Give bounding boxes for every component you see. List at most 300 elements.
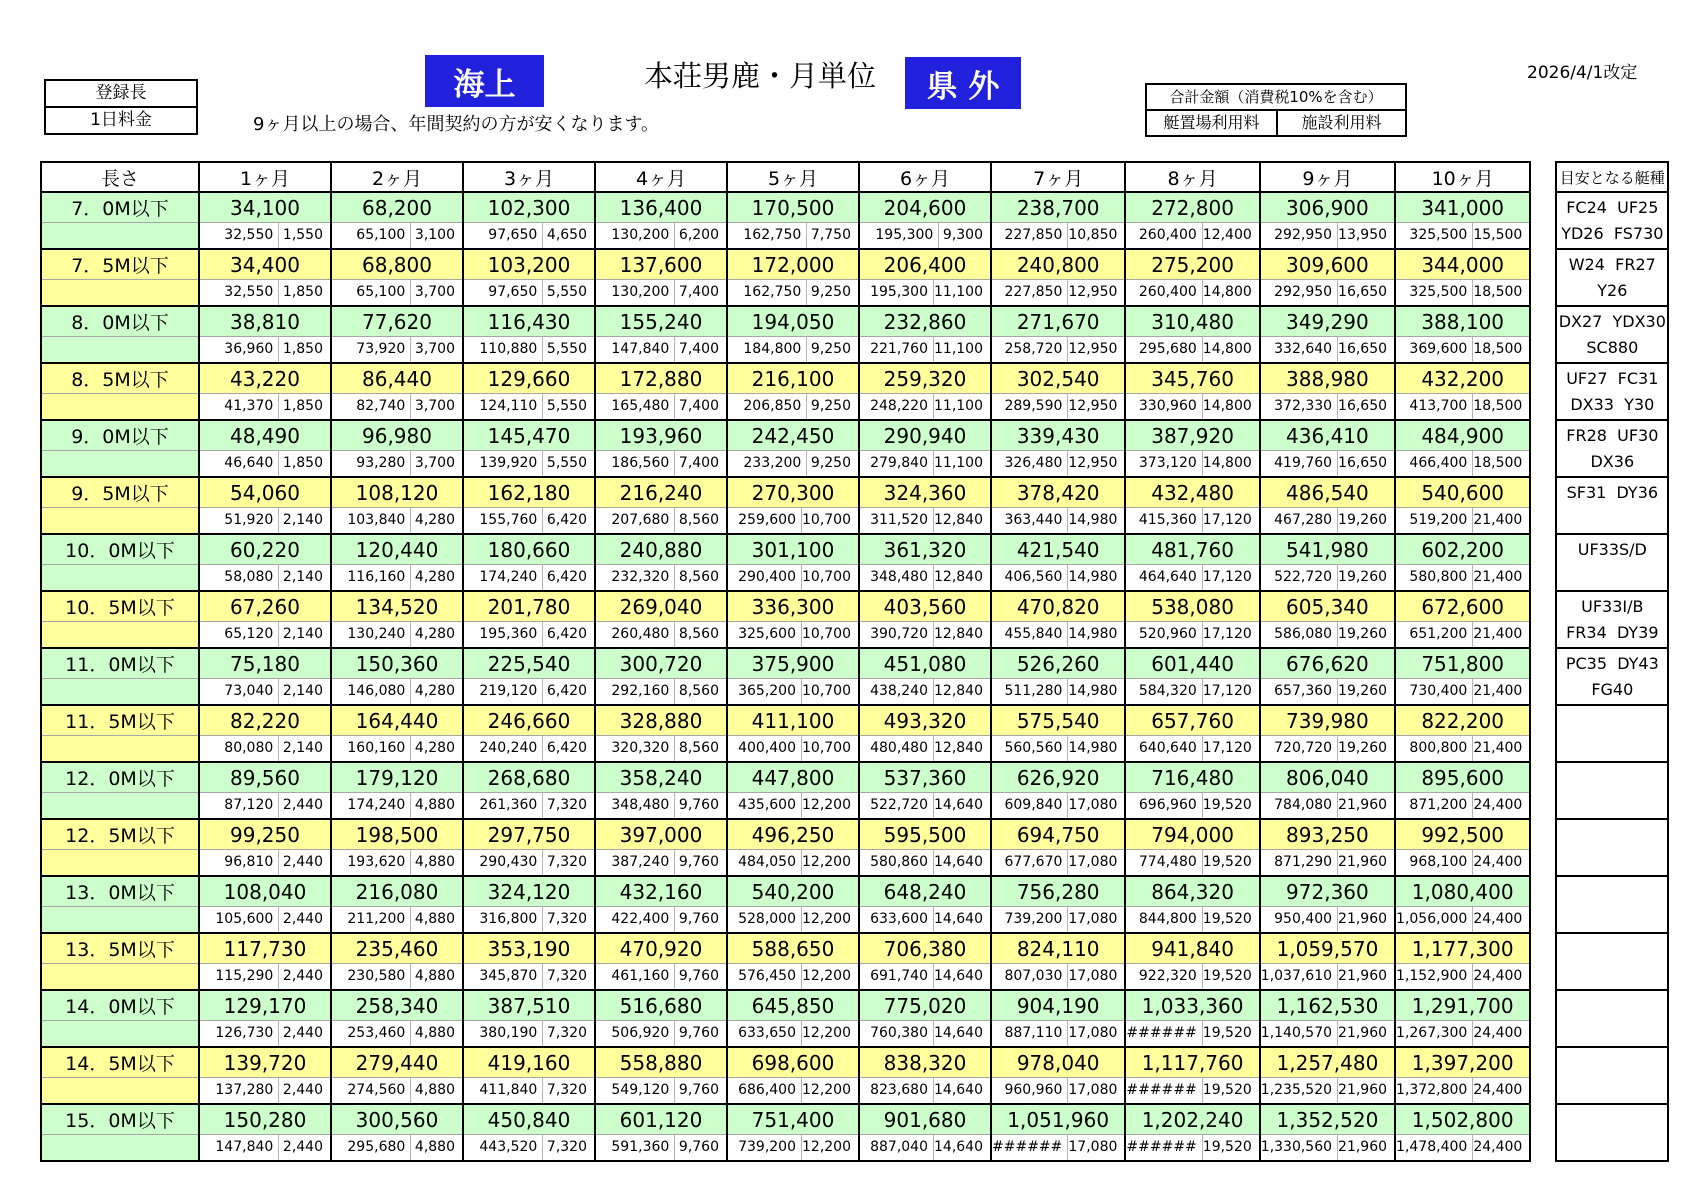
facility-fee: 12,200 bbox=[802, 1082, 851, 1098]
total-amount-cell: 904,190 bbox=[991, 990, 1125, 1021]
mooring-fee: 51,920 bbox=[200, 508, 279, 533]
boat-type-line bbox=[1557, 506, 1667, 532]
mooring-fee: 784,080 bbox=[1261, 793, 1338, 818]
total-amount-cell: 756,280 bbox=[991, 876, 1125, 907]
mooring-fee: 259,600 bbox=[728, 508, 802, 533]
fee-breakdown-cell bbox=[727, 736, 859, 763]
fee-breakdown-cell bbox=[1395, 451, 1530, 478]
boat-type-line: YD26 FS730 bbox=[1561, 223, 1664, 243]
fee-breakdown-row bbox=[41, 793, 1668, 820]
mooring-fee: 115,290 bbox=[200, 964, 279, 989]
fee-pair bbox=[332, 337, 462, 362]
mooring-fee: 97,650 bbox=[464, 223, 543, 248]
total-amount-cell: 1,352,520 bbox=[1260, 1104, 1395, 1135]
fee-breakdown-cell bbox=[1125, 622, 1259, 649]
boat-types-cell bbox=[1556, 249, 1668, 306]
facility-fee: 6,200 bbox=[678, 227, 719, 243]
fee-breakdown-cell bbox=[331, 850, 463, 877]
mooring-fee: 233,200 bbox=[728, 451, 807, 476]
fee-breakdown-cell bbox=[991, 964, 1125, 991]
mooring-fee: 696,960 bbox=[1126, 793, 1202, 818]
facility-fee: 21,400 bbox=[1473, 569, 1523, 585]
total-amount-cell: 358,240 bbox=[595, 762, 727, 793]
total-amount-cell: 575,540 bbox=[991, 705, 1125, 736]
facility-fee: 4,880 bbox=[414, 1082, 455, 1098]
fee-pair bbox=[860, 1135, 990, 1160]
fee-breakdown-cell bbox=[727, 964, 859, 991]
fee-pair bbox=[860, 793, 990, 818]
mooring-fee: 232,320 bbox=[596, 565, 675, 590]
fee-pair bbox=[728, 280, 858, 305]
total-amount-cell: 68,800 bbox=[331, 249, 463, 280]
mooring-fee: 1,235,520 bbox=[1261, 1078, 1338, 1103]
length-label: 9．0M以下 bbox=[41, 420, 199, 451]
fee-pair bbox=[1126, 736, 1258, 761]
facility-fee: 4,650 bbox=[546, 227, 587, 243]
facility-fee: 14,980 bbox=[1068, 626, 1118, 642]
facility-fee: 18,500 bbox=[1473, 455, 1523, 471]
mooring-fee: 1,152,900 bbox=[1396, 964, 1473, 989]
mooring-fee: 591,360 bbox=[596, 1135, 675, 1160]
total-amount-cell: 648,240 bbox=[859, 876, 991, 907]
mooring-fee: 584,320 bbox=[1126, 679, 1202, 704]
fee-pair bbox=[464, 223, 594, 248]
mooring-fee: 261,360 bbox=[464, 793, 543, 818]
mooring-fee: 87,120 bbox=[200, 793, 279, 818]
fee-pair bbox=[992, 565, 1124, 590]
total-amount-cell: 136,400 bbox=[595, 192, 727, 223]
facility-fee: 19,520 bbox=[1202, 1139, 1252, 1155]
mooring-fee: 260,480 bbox=[596, 622, 675, 647]
total-amount-cell: 38,810 bbox=[199, 306, 331, 337]
table-gap bbox=[1530, 534, 1556, 591]
mooring-fee: 58,080 bbox=[200, 565, 279, 590]
mooring-fee: 519,200 bbox=[1396, 508, 1473, 533]
fee-pair bbox=[200, 1135, 330, 1160]
total-amount-cell: 77,620 bbox=[331, 306, 463, 337]
fee-pair bbox=[860, 1021, 990, 1046]
total-amount-cell: 310,480 bbox=[1125, 306, 1259, 337]
facility-fee: 16,650 bbox=[1338, 284, 1388, 300]
length-cell-pad bbox=[41, 793, 199, 820]
length-cell-pad bbox=[41, 394, 199, 421]
fee-breakdown-cell bbox=[1395, 223, 1530, 250]
total-amount-cell: 349,290 bbox=[1260, 306, 1395, 337]
fee-breakdown-cell bbox=[859, 451, 991, 478]
total-amount-cell: 240,800 bbox=[991, 249, 1125, 280]
total-amount-cell: 484,900 bbox=[1395, 420, 1530, 451]
fee-breakdown-cell bbox=[1260, 451, 1395, 478]
price-row bbox=[41, 363, 1668, 394]
fee-pair bbox=[728, 622, 858, 647]
total-amount-cell: 470,920 bbox=[595, 933, 727, 964]
fee-pair bbox=[860, 907, 990, 932]
mooring-fee-label: 艇置場利用料 bbox=[1147, 111, 1278, 135]
fee-breakdown-cell bbox=[727, 223, 859, 250]
mooring-fee: 219,120 bbox=[464, 679, 543, 704]
fee-pair bbox=[1396, 337, 1529, 362]
fee-pair bbox=[728, 907, 858, 932]
fee-breakdown-cell bbox=[727, 1021, 859, 1048]
total-amount-cell: 344,000 bbox=[1395, 249, 1530, 280]
mooring-fee: 560,560 bbox=[992, 736, 1068, 761]
facility-fee: 14,800 bbox=[1202, 341, 1252, 357]
facility-fee: 3,700 bbox=[414, 284, 455, 300]
boat-types-cell bbox=[1556, 363, 1668, 420]
fee-breakdown-cell bbox=[199, 850, 331, 877]
boat-type-line bbox=[1557, 993, 1667, 1019]
fee-breakdown-cell bbox=[991, 508, 1125, 535]
total-amount-cell: 496,250 bbox=[727, 819, 859, 850]
fee-pair bbox=[728, 508, 858, 533]
boat-types-cell bbox=[1556, 762, 1668, 819]
facility-fee: 9,250 bbox=[810, 398, 851, 414]
price-row bbox=[41, 876, 1668, 907]
mooring-fee: 146,080 bbox=[332, 679, 411, 704]
fee-breakdown-cell bbox=[1260, 850, 1395, 877]
total-amount-cell: 838,320 bbox=[859, 1047, 991, 1078]
mooring-fee: 73,040 bbox=[200, 679, 279, 704]
fee-pair bbox=[200, 508, 330, 533]
total-amount-cell: 328,880 bbox=[595, 705, 727, 736]
fee-breakdown-cell bbox=[199, 280, 331, 307]
price-table bbox=[40, 161, 1669, 1162]
month-column-header-6: 6ヶ月 bbox=[859, 162, 991, 192]
fee-breakdown-cell bbox=[991, 280, 1125, 307]
boat-type-line bbox=[1557, 734, 1667, 760]
fee-pair bbox=[1126, 1021, 1258, 1046]
fee-pair bbox=[1126, 622, 1258, 647]
mooring-fee: 292,950 bbox=[1261, 223, 1338, 248]
fee-breakdown-cell bbox=[595, 622, 727, 649]
fee-breakdown-cell bbox=[727, 679, 859, 706]
boat-type-line: FG40 bbox=[1591, 679, 1634, 699]
total-amount-cell: 1,162,530 bbox=[1260, 990, 1395, 1021]
total-amount-cell: 516,680 bbox=[595, 990, 727, 1021]
mooring-fee: 227,850 bbox=[992, 223, 1068, 248]
mooring-fee: 390,720 bbox=[860, 622, 934, 647]
fee-breakdown-row bbox=[41, 622, 1668, 649]
facility-fee: 3,700 bbox=[414, 341, 455, 357]
boat-type-line: DX27 YDX30 bbox=[1558, 311, 1666, 331]
month-column-header-7: 7ヶ月 bbox=[991, 162, 1125, 192]
total-amount-cell: 397,000 bbox=[595, 819, 727, 850]
fee-pair bbox=[200, 280, 330, 305]
length-label: 8．5M以下 bbox=[41, 363, 199, 394]
total-amount-cell: 588,650 bbox=[727, 933, 859, 964]
table-gap bbox=[1530, 192, 1556, 249]
mooring-fee: 295,680 bbox=[332, 1135, 411, 1160]
fee-breakdown-cell bbox=[1125, 850, 1259, 877]
mooring-fee: 580,800 bbox=[1396, 565, 1473, 590]
total-amount-cell: 270,300 bbox=[727, 477, 859, 508]
fee-pair bbox=[992, 622, 1124, 647]
fee-breakdown-cell bbox=[1260, 1021, 1395, 1048]
boat-type-line: DX36 bbox=[1590, 451, 1635, 471]
mooring-fee: 260,400 bbox=[1126, 223, 1202, 248]
total-amount-cell: 739,980 bbox=[1260, 705, 1395, 736]
fee-breakdown-cell bbox=[1125, 394, 1259, 421]
total-amount-cell: 275,200 bbox=[1125, 249, 1259, 280]
total-amount-cell: 129,170 bbox=[199, 990, 331, 1021]
facility-fee: 8,560 bbox=[678, 569, 719, 585]
facility-fee: 24,400 bbox=[1473, 968, 1523, 984]
total-amount-cell: 300,720 bbox=[595, 648, 727, 679]
mooring-fee: 326,480 bbox=[992, 451, 1068, 476]
facility-fee: 2,440 bbox=[282, 968, 323, 984]
facility-fee: 12,840 bbox=[934, 626, 983, 642]
facility-fee: 19,520 bbox=[1202, 968, 1252, 984]
boat-type-line: FR34 DY39 bbox=[1566, 622, 1659, 642]
facility-fee: 21,960 bbox=[1338, 854, 1388, 870]
facility-fee: 4,880 bbox=[414, 1139, 455, 1155]
total-amount-cell: 605,340 bbox=[1260, 591, 1395, 622]
fee-breakdown-cell bbox=[463, 850, 595, 877]
facility-fee: 14,980 bbox=[1068, 683, 1118, 699]
fee-pair bbox=[200, 964, 330, 989]
mooring-fee: 174,240 bbox=[464, 565, 543, 590]
total-amount-cell: 301,100 bbox=[727, 534, 859, 565]
boat-type-line: PC35 DY43 bbox=[1565, 653, 1659, 673]
mooring-fee: 311,520 bbox=[860, 508, 934, 533]
fee-pair bbox=[332, 736, 462, 761]
fee-breakdown-cell bbox=[1125, 451, 1259, 478]
daily-fee-label: 1日料金 bbox=[46, 106, 196, 133]
mooring-fee: 295,680 bbox=[1126, 337, 1202, 362]
total-amount-cell: 290,940 bbox=[859, 420, 991, 451]
facility-fee: 6,420 bbox=[546, 626, 587, 642]
mooring-fee: 871,200 bbox=[1396, 793, 1473, 818]
facility-fee: 11,100 bbox=[934, 398, 983, 414]
boat-type-line bbox=[1557, 936, 1667, 962]
facility-fee: 1,550 bbox=[282, 227, 323, 243]
total-amount-cell: 259,320 bbox=[859, 363, 991, 394]
mooring-fee: 174,240 bbox=[332, 793, 411, 818]
fee-pair bbox=[860, 964, 990, 989]
fee-pair bbox=[596, 1078, 726, 1103]
boat-type-line bbox=[1557, 1076, 1667, 1102]
boat-type-line bbox=[1557, 962, 1667, 988]
total-amount-cell: 193,960 bbox=[595, 420, 727, 451]
facility-fee: 10,850 bbox=[1068, 227, 1118, 243]
fee-breakdown-cell bbox=[1260, 223, 1395, 250]
total-amount-cell: 388,100 bbox=[1395, 306, 1530, 337]
fee-breakdown-row bbox=[41, 223, 1668, 250]
boat-types-cell bbox=[1556, 420, 1668, 477]
fee-pair bbox=[1261, 337, 1394, 362]
total-amount-cell: 657,760 bbox=[1125, 705, 1259, 736]
mooring-fee: 1,267,300 bbox=[1396, 1021, 1473, 1046]
total-amount-cell: 345,760 bbox=[1125, 363, 1259, 394]
mooring-fee: 438,240 bbox=[860, 679, 934, 704]
facility-fee: 17,120 bbox=[1202, 569, 1252, 585]
total-amount-cell: 558,880 bbox=[595, 1047, 727, 1078]
mooring-fee: 466,400 bbox=[1396, 451, 1473, 476]
fee-pair bbox=[332, 679, 462, 704]
fee-pair bbox=[992, 793, 1124, 818]
mooring-fee: 640,640 bbox=[1126, 736, 1202, 761]
fee-breakdown-cell bbox=[1125, 508, 1259, 535]
mooring-fee: 93,280 bbox=[332, 451, 411, 476]
total-amount-cell: 268,680 bbox=[463, 762, 595, 793]
fee-breakdown-cell bbox=[859, 1021, 991, 1048]
total-amount-cell: 450,840 bbox=[463, 1104, 595, 1135]
total-amount-cell: 447,800 bbox=[727, 762, 859, 793]
fee-breakdown-cell bbox=[1260, 337, 1395, 364]
boat-type-line bbox=[1557, 708, 1667, 734]
mooring-fee: 406,560 bbox=[992, 565, 1068, 590]
facility-fee: 4,280 bbox=[414, 740, 455, 756]
total-amount-cell: 602,200 bbox=[1395, 534, 1530, 565]
mooring-fee: ###### bbox=[1126, 1021, 1202, 1046]
boat-type-line bbox=[1557, 791, 1667, 817]
annual-contract-note: 9ヶ月以上の場合、年間契約の方が安くなります。 bbox=[253, 114, 660, 135]
fee-breakdown-cell bbox=[199, 793, 331, 820]
fee-breakdown-cell bbox=[727, 622, 859, 649]
facility-fee: 9,250 bbox=[810, 455, 851, 471]
total-amount-cell: 242,450 bbox=[727, 420, 859, 451]
length-label: 12．5M以下 bbox=[41, 819, 199, 850]
fee-pair bbox=[992, 1021, 1124, 1046]
facility-fee: 9,760 bbox=[678, 797, 719, 813]
total-amount-cell: 179,120 bbox=[331, 762, 463, 793]
mooring-fee: 289,590 bbox=[992, 394, 1068, 419]
mooring-fee: 65,120 bbox=[200, 622, 279, 647]
fee-breakdown-cell bbox=[1125, 964, 1259, 991]
mooring-fee: 130,200 bbox=[596, 223, 675, 248]
facility-fee: 7,320 bbox=[546, 968, 587, 984]
total-amount-cell: 137,600 bbox=[595, 249, 727, 280]
mooring-fee: 258,720 bbox=[992, 337, 1068, 362]
fee-breakdown-cell bbox=[1395, 1078, 1530, 1105]
facility-fee: 19,520 bbox=[1202, 854, 1252, 870]
fee-pair bbox=[1126, 907, 1258, 932]
fee-breakdown-cell bbox=[859, 679, 991, 706]
fee-breakdown-row bbox=[41, 337, 1668, 364]
length-cell-pad bbox=[41, 565, 199, 592]
total-amount-cell: 198,500 bbox=[331, 819, 463, 850]
facility-fee: 1,850 bbox=[282, 398, 323, 414]
fee-pair bbox=[1126, 1078, 1258, 1103]
boat-type-line: UF33S/D bbox=[1577, 539, 1647, 559]
fee-breakdown-cell bbox=[463, 622, 595, 649]
fee-breakdown-cell bbox=[331, 1135, 463, 1162]
facility-fee: 6,420 bbox=[546, 569, 587, 585]
facility-fee: 17,120 bbox=[1202, 626, 1252, 642]
fee-pair bbox=[332, 394, 462, 419]
mooring-fee: 422,400 bbox=[596, 907, 675, 932]
fee-pair bbox=[728, 394, 858, 419]
boat-type-line: FC24 UF25 bbox=[1566, 197, 1659, 217]
mooring-fee: 65,100 bbox=[332, 280, 411, 305]
fee-breakdown-cell bbox=[727, 508, 859, 535]
length-label: 12．0M以下 bbox=[41, 762, 199, 793]
fee-pair bbox=[1261, 793, 1394, 818]
mooring-fee: 162,750 bbox=[728, 223, 807, 248]
fee-breakdown-cell bbox=[595, 793, 727, 820]
fee-pair bbox=[860, 223, 990, 248]
facility-fee: 14,980 bbox=[1068, 512, 1118, 528]
total-amount-cell: 1,033,360 bbox=[1125, 990, 1259, 1021]
fee-pair bbox=[596, 337, 726, 362]
table-gap bbox=[1530, 162, 1556, 192]
mooring-fee: 549,120 bbox=[596, 1078, 675, 1103]
mooring-fee: 363,440 bbox=[992, 508, 1068, 533]
total-amount-title: 合計金額（消費税10%を含む） bbox=[1147, 85, 1405, 111]
fee-pair bbox=[332, 280, 462, 305]
facility-fee: 11,100 bbox=[934, 284, 983, 300]
facility-fee: 9,760 bbox=[678, 968, 719, 984]
length-label: 7．0M以下 bbox=[41, 192, 199, 223]
total-amount-cell: 240,880 bbox=[595, 534, 727, 565]
total-amount-cell: 336,300 bbox=[727, 591, 859, 622]
total-amount-cell: 486,540 bbox=[1260, 477, 1395, 508]
fee-breakdown-cell bbox=[595, 280, 727, 307]
mooring-fee: 372,330 bbox=[1261, 394, 1338, 419]
fee-pair bbox=[1261, 907, 1394, 932]
facility-fee: 12,200 bbox=[802, 854, 851, 870]
fee-breakdown-cell bbox=[463, 394, 595, 421]
fee-breakdown-cell bbox=[1125, 793, 1259, 820]
facility-fee: 11,100 bbox=[934, 455, 983, 471]
facility-fee: 17,080 bbox=[1068, 1139, 1118, 1155]
mooring-fee: 186,560 bbox=[596, 451, 675, 476]
total-amount-cell: 67,260 bbox=[199, 591, 331, 622]
fee-breakdown-cell bbox=[727, 1135, 859, 1162]
fee-pair bbox=[1396, 622, 1529, 647]
facility-fee: 12,200 bbox=[802, 797, 851, 813]
mooring-fee: 248,220 bbox=[860, 394, 934, 419]
facility-fee: 19,260 bbox=[1338, 740, 1388, 756]
total-amount-cell: 601,120 bbox=[595, 1104, 727, 1135]
facility-fee: 21,400 bbox=[1473, 512, 1523, 528]
facility-fee: 6,420 bbox=[546, 512, 587, 528]
mooring-fee: 193,620 bbox=[332, 850, 411, 875]
mooring-fee: 657,360 bbox=[1261, 679, 1338, 704]
fee-breakdown-cell bbox=[199, 451, 331, 478]
mooring-fee: 73,920 bbox=[332, 337, 411, 362]
mooring-fee: 325,600 bbox=[728, 622, 802, 647]
mooring-fee: 609,840 bbox=[992, 793, 1068, 818]
facility-fee: 17,120 bbox=[1202, 683, 1252, 699]
price-row bbox=[41, 819, 1668, 850]
fee-breakdown-cell bbox=[991, 1078, 1125, 1105]
facility-fee: 17,080 bbox=[1068, 968, 1118, 984]
fee-pair bbox=[860, 451, 990, 476]
facility-fee: 8,560 bbox=[678, 683, 719, 699]
month-column-header-2: 2ヶ月 bbox=[331, 162, 463, 192]
length-label: 11．0M以下 bbox=[41, 648, 199, 679]
total-amount-cell: 116,430 bbox=[463, 306, 595, 337]
fee-breakdown-row bbox=[41, 736, 1668, 763]
facility-fee: 21,960 bbox=[1338, 968, 1388, 984]
boat-type-line: UF27 FC31 bbox=[1566, 368, 1659, 388]
fee-breakdown-cell bbox=[727, 337, 859, 364]
total-amount-cell: 258,340 bbox=[331, 990, 463, 1021]
fee-breakdown-cell bbox=[1260, 736, 1395, 763]
length-cell-pad bbox=[41, 1021, 199, 1048]
month-column-header-10: 10ヶ月 bbox=[1395, 162, 1530, 192]
fee-breakdown-cell bbox=[595, 451, 727, 478]
mooring-fee: 464,640 bbox=[1126, 565, 1202, 590]
table-gap bbox=[1530, 876, 1556, 933]
total-amount-cell: 34,400 bbox=[199, 249, 331, 280]
fee-pair bbox=[728, 1135, 858, 1160]
table-gap bbox=[1530, 477, 1556, 534]
fee-pair bbox=[200, 223, 330, 248]
mooring-fee: 124,110 bbox=[464, 394, 543, 419]
facility-fee: 6,420 bbox=[546, 740, 587, 756]
